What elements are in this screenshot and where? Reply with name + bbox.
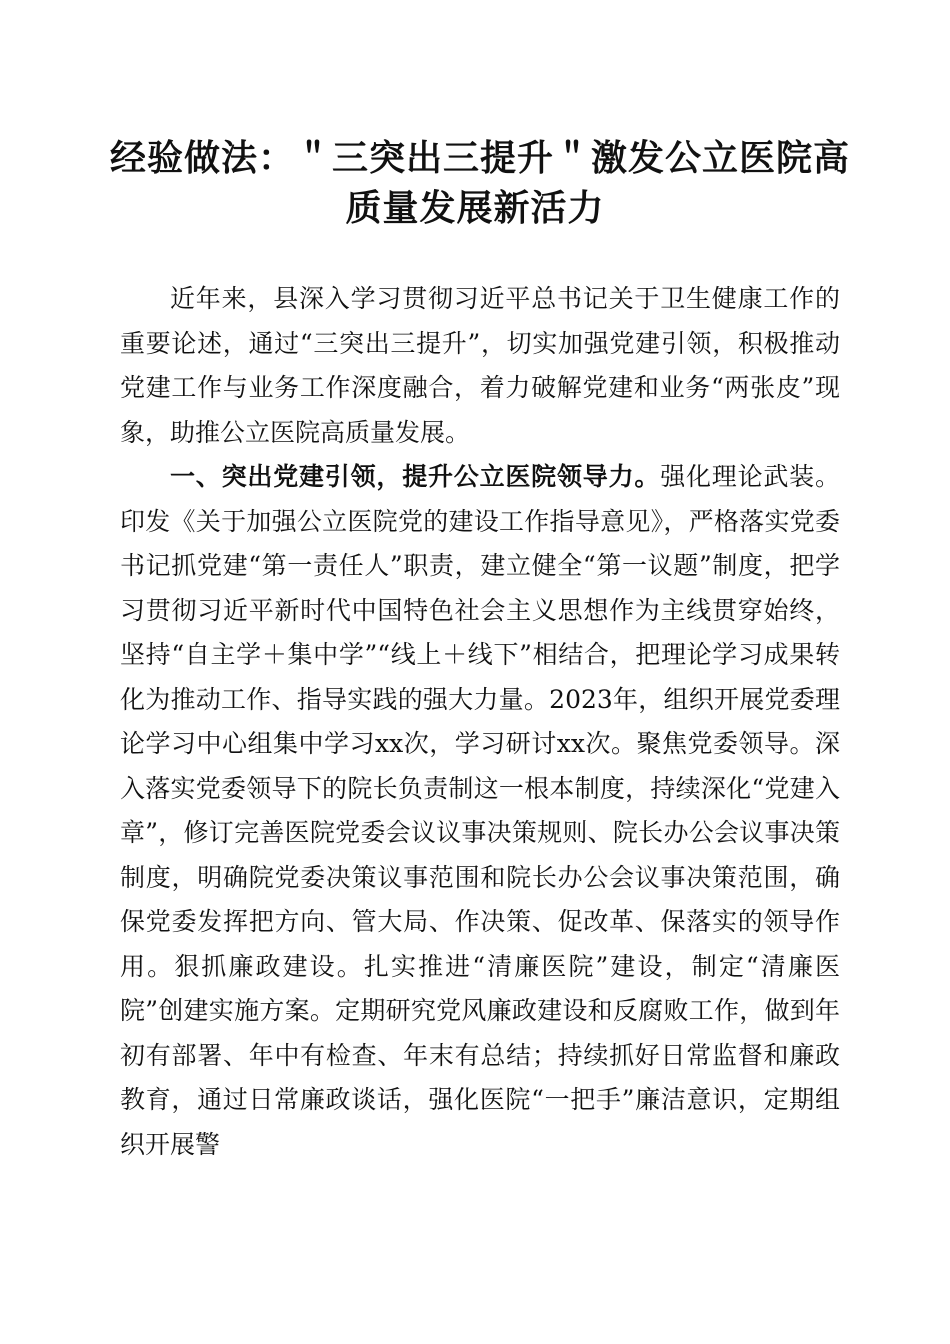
section-1-heading: 一、突出党建引领，提升公立医院领导力。 [170, 462, 661, 491]
title-line-2: 质量发展新活力 [345, 187, 605, 229]
section-1-body: 强化理论武装。印发《关于加强公立医院党的建设工作指导意见》，严格落实党委书记抓党建“第一责任人”职责，建立健全“第一议题”制度，把学习贯彻习近平新时代中国特色社会主义思想作为主线贯穿始终，坚持“自主学＋集中学”“线上＋线下”相结合，把理论学习成果转化为推动工作、指导实践的强大力量。2023年，组织开展党委理论学习中心组集中学习xx次，学习研讨xx次。聚焦党委领导。深入落实党委领导下的院长负责制这一根本制度，持续深化“党建入章”，修订完善医院党委会议议事决策规则、院长办公会议事决策制度，明确院党委决策议事范围和院长办公会议事决策范围，确保党委发挥把方向、管大局、作决策、促改革、保落实的领导作用。狠抓廉政建设。扎实推进“清廉医院”建设，制定“清廉医院”创建实施方案。定期研究党风廉政建设和反腐败工作，做到年初有部署、年中有检查、年末有总结；持续抓好日常监督和廉政教育，通过日常廉政谈话，强化医院“一把手”廉洁意识，定期组织开展警 [120, 462, 840, 1159]
intro-paragraph: 近年来，县深入学习贯彻习近平总书记关于卫生健康工作的重要论述，通过“三突出三提升”，切实加强党建引领，积极推动党建工作与业务工作深度融合，着力破解党建和业务“两张皮”现象，助推公立医院高质量发展。 [120, 284, 840, 447]
document-body [120, 277, 840, 1167]
document-title [110, 133, 851, 233]
title-line-1: 经验做法：＂三突出三提升＂激发公立医院高 [110, 137, 851, 179]
section-1-paragraph [120, 455, 840, 1167]
